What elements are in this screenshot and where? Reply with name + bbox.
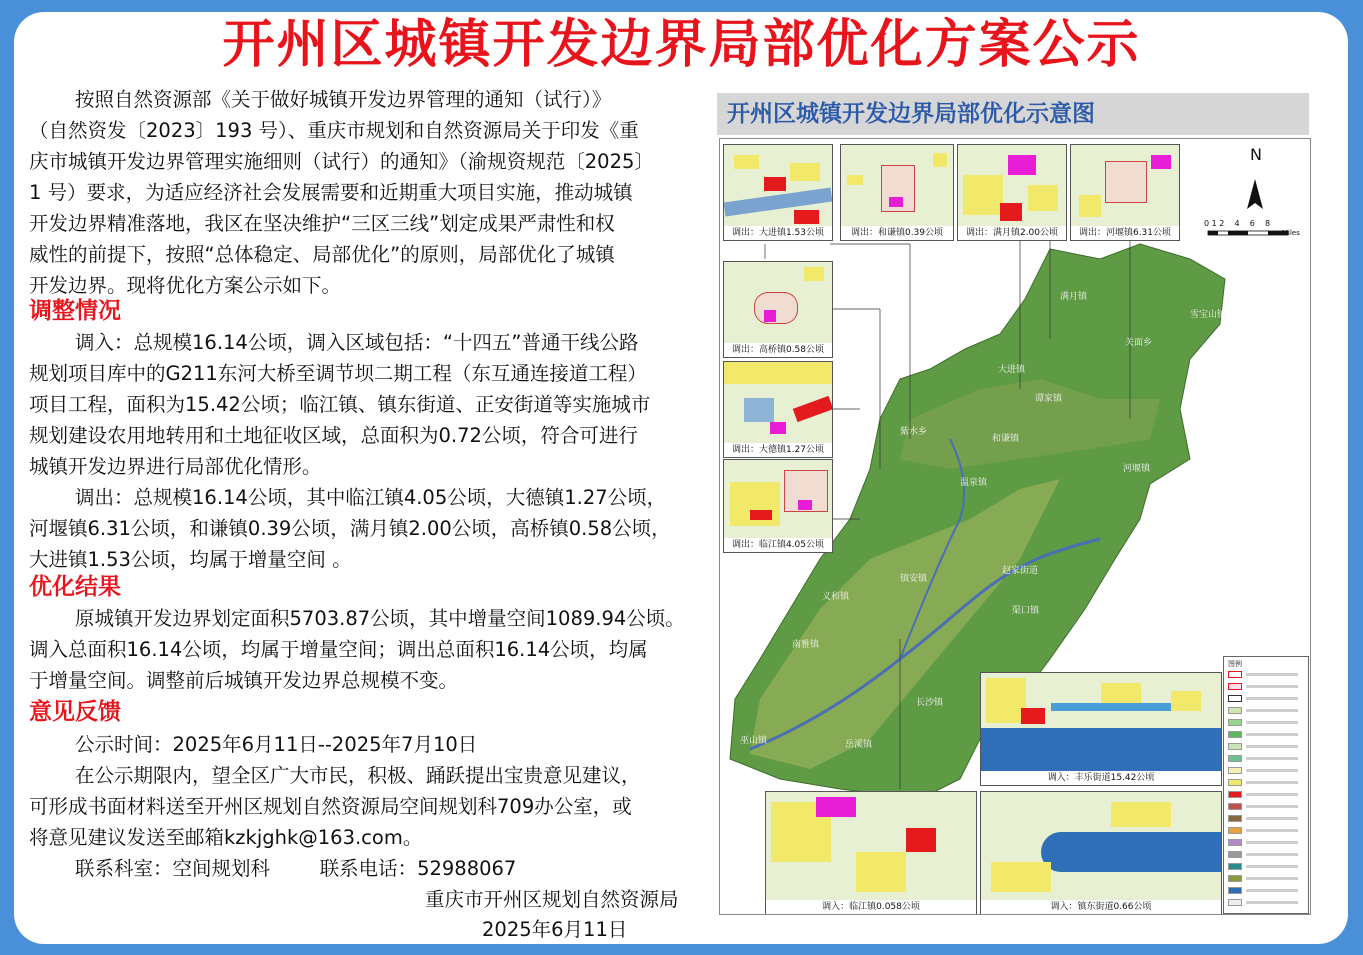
inset-caption: 调入：丰乐街道15.42公顷 (981, 771, 1221, 785)
publish-date: 2025年6月11日 (482, 918, 628, 941)
inset-heyan (1070, 144, 1180, 241)
inset-linjiang-out (723, 459, 833, 553)
inset-caption: 调出：大德镇1.27公顷 (724, 443, 832, 457)
contact-line: 联系科室：空间规划科 联系电话：52988067 (75, 857, 517, 880)
result-line-3: 于增量空间。调整前后城镇开发边界总规模不变。 (29, 669, 459, 692)
inset-gaoqiao (723, 261, 833, 358)
town-label: 长沙镇 (916, 698, 944, 708)
town-label: 巫山镇 (740, 736, 768, 746)
town-label: 镇安镇 (900, 574, 928, 584)
town-label: 南雅镇 (792, 640, 820, 650)
town-label: 紫水乡 (900, 427, 928, 437)
feedback-time: 公示时间：2025年6月11日--2025年7月10日 (75, 733, 478, 756)
town-label: 和谦镇 (992, 434, 1020, 444)
result-line-1: 原城镇开发边界划定面积5703.87公顷，其中增量空间1089.94公顷。 (75, 607, 685, 630)
adjust-out-line-3: 大进镇1.53公顷，均属于增量空间 。 (29, 548, 352, 571)
intro-line-3: 庆市城镇开发边界管理实施细则（试行）的通知》（渝规资规范〔2025〕 (29, 150, 654, 173)
adjust-in-line-1: 调入：总规模16.14公顷，调入区域包括：“十四五”普通干线公路 (75, 331, 639, 354)
result-heading: 优化结果 (29, 574, 121, 600)
town-label: 满月镇 (1060, 292, 1088, 302)
inset-caption: 调入：镇东街道0.66公顷 (981, 900, 1221, 914)
north-label: N (1250, 145, 1262, 164)
result-line-2: 调入总面积16.14公顷，均属于增量空间；调出总面积16.14公顷，均属 (29, 638, 648, 661)
feedback-email-line[interactable]: 将意见建议发送至邮箱kzkjghk@163.com。 (29, 826, 423, 849)
feedback-heading: 意见反馈 (29, 699, 121, 725)
town-label: 大进镇 (998, 365, 1026, 375)
inset-caption: 调出：临江镇4.05公顷 (724, 538, 832, 552)
adjust-out-line-2: 河堰镇6.31公顷，和谦镇0.39公顷，满月镇2.00公顷，高桥镇0.58公顷， (29, 517, 671, 540)
town-label: 温泉镇 (960, 478, 988, 488)
inset-caption: 调入：临江镇0.058公顷 (766, 900, 976, 914)
town-label: 赵家街道 (1002, 566, 1039, 576)
town-label: 谭家镇 (1035, 394, 1063, 404)
inset-caption: 调出：和谦镇0.39公顷 (841, 226, 953, 240)
feedback-line-3: 可形成书面材料送至开州区规划自然资源局空间规划科709办公室，或 (29, 795, 632, 818)
intro-line-5: 开发边界精准落地，我区在坚决维护“三区三线”划定成果严肃性和权 (29, 212, 615, 235)
town-label: 渠口镇 (1012, 606, 1040, 616)
town-label: 关面乡 (1125, 338, 1153, 348)
intro-line-1: 按照自然资源部《关于做好城镇开发边界管理的通知（试行）》 (75, 88, 612, 111)
north-arrow-icon (1247, 179, 1263, 209)
inset-dade (723, 361, 833, 458)
inset-manyue (957, 144, 1067, 241)
inset-caption: 调出：大进镇1.53公顷 (724, 226, 832, 240)
intro-line-4: 1 号）要求，为适应经济社会发展需要和近期重大项目实施，推动城镇 (29, 181, 633, 204)
inset-caption: 调出：高桥镇0.58公顷 (724, 343, 832, 357)
adjust-in-line-5: 城镇开发边界进行局部优化情形。 (29, 455, 322, 478)
map-legend (1223, 656, 1309, 914)
inset-caption: 调出：满月镇2.00公顷 (958, 226, 1066, 240)
inset-dajin (723, 144, 833, 241)
town-label: 河堰镇 (1123, 464, 1151, 474)
map-title: 开州区城镇开发边界局部优化示意图 (717, 93, 1309, 135)
town-label: 雪宝山镇 (1190, 310, 1227, 320)
intro-line-6: 威性的前提下，按照“总体稳定、局部优化”的原则，局部优化了城镇 (29, 243, 615, 266)
signature: 重庆市开州区规划自然资源局 (425, 888, 679, 911)
inset-heqian (840, 144, 954, 241)
adjust-in-line-2: 规划项目库中的G211东河大桥至调节坝二期工程（东互通连接道工程） (29, 362, 647, 385)
town-label: 义和镇 (822, 592, 850, 602)
adjust-in-line-3: 项目工程，面积为15.42公顷；临江镇、镇东街道、正安街道等实施城市 (29, 393, 651, 416)
adjust-in-line-4: 规划建设农用地转用和土地征收区域，总面积为0.72公顷，符合可进行 (29, 424, 638, 447)
inset-caption: 调出：河堰镇6.31公顷 (1071, 226, 1179, 240)
feedback-line-2: 在公示期限内，望全区广大市民，积极、踊跃提出宝贵意见建议， (75, 764, 641, 787)
page-title: 开州区城镇开发边界局部优化方案公示 (222, 15, 1141, 75)
inset-fengle (980, 672, 1222, 786)
intro-line-2: （自然资发〔2023〕193 号）、重庆市规划和自然资源局关于印发《重 (29, 119, 639, 142)
adjust-out-line-1: 调出：总规模16.14公顷，其中临江镇4.05公顷，大德镇1.27公顷， (75, 486, 667, 509)
town-label: 岳溪镇 (845, 740, 873, 750)
inset-linjiang-in (765, 791, 977, 915)
adjust-heading: 调整情况 (29, 298, 121, 324)
inset-zhendong (980, 791, 1222, 915)
legend-title: 图例 (1228, 660, 1242, 668)
intro-line-7: 开发边界。现将优化方案公示如下。 (29, 274, 342, 297)
scale-ticks: 0 1 2 4 6 8 (1204, 219, 1271, 228)
scale-unit: Miles (1282, 229, 1300, 237)
